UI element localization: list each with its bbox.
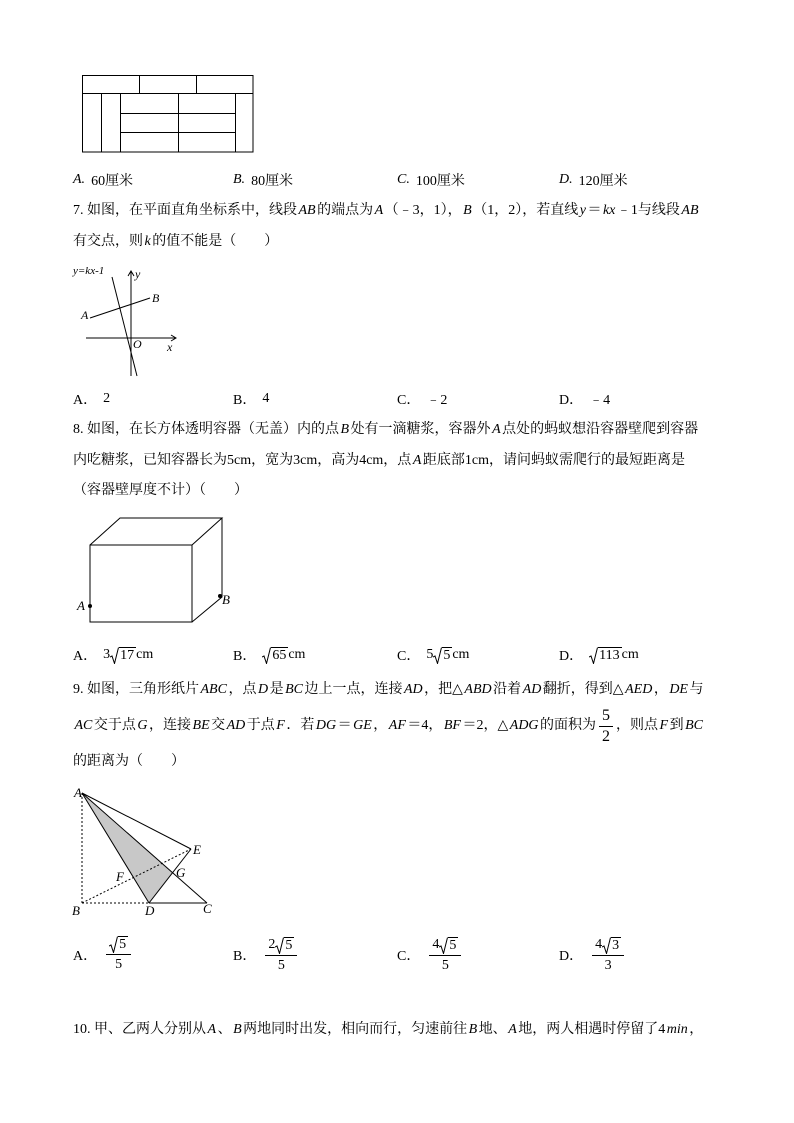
option-coefficient: 5 — [426, 647, 434, 662]
text-run: 两地同时出发，相向而行，匀速前往 — [243, 1022, 468, 1037]
text-run: 距底部1cm，请问蚂蚁需爬行的最短距离是 — [422, 453, 685, 468]
math-symbol: DG — [315, 718, 337, 733]
numerator: 5 — [599, 707, 613, 727]
math-symbol: kx — [602, 203, 616, 218]
radicand: 5 — [119, 937, 127, 952]
text-run: 交于点 — [93, 718, 136, 733]
text-run: 的距离为（ ） — [73, 754, 185, 769]
text-run: 到 — [669, 718, 684, 733]
q9-option-d — [559, 936, 627, 973]
text-run: ， — [653, 682, 668, 697]
square-root — [275, 937, 294, 954]
denominator: 2 — [602, 727, 611, 745]
fraction — [592, 936, 624, 975]
text-run: 有交点，则 — [73, 234, 143, 249]
q9-line-3 — [73, 752, 185, 772]
text-run: 于点 — [246, 718, 275, 733]
figure-strokes — [90, 518, 222, 622]
text-run: ＝2，△ — [462, 718, 509, 733]
radical-sign-icon — [602, 937, 611, 954]
square-root — [109, 936, 128, 953]
square-root — [433, 647, 452, 664]
square-root — [602, 937, 621, 954]
math-symbol: ABD — [464, 682, 492, 697]
option-letter: A． — [73, 393, 98, 408]
math-symbol: AC — [74, 718, 93, 733]
radical-sign-icon — [109, 936, 118, 953]
point-a — [88, 604, 92, 608]
text-run: 10. 甲、乙两人分别从 — [73, 1022, 206, 1037]
math-symbol: A — [508, 1022, 517, 1037]
q9-line-2 — [73, 706, 705, 745]
origin-label: O — [133, 337, 142, 351]
text-run: （容器壁厚度不计）（ ） — [73, 483, 248, 498]
text-run: 的端点为 — [317, 203, 374, 218]
shaded-triangle-adg — [82, 793, 173, 903]
math-symbol: A — [492, 422, 501, 437]
text-run: 边上一点，连接 — [304, 682, 403, 697]
math-symbol: F — [276, 718, 285, 733]
radicand: 5 — [285, 937, 293, 953]
q7-option-b — [233, 389, 269, 409]
point-f-label: F — [116, 869, 124, 884]
radicand: 65 — [272, 647, 287, 663]
radical-sign-icon — [262, 647, 271, 664]
q9-option-b — [233, 936, 300, 973]
math-symbol: D — [257, 682, 269, 697]
denominator: 5 — [115, 957, 123, 972]
fraction — [429, 936, 461, 975]
square-root — [589, 647, 621, 664]
fraction — [106, 936, 131, 974]
q6-option-d — [559, 170, 628, 190]
denominator: 5 — [441, 957, 449, 973]
text-run: ，把△ — [424, 682, 463, 697]
numerator — [429, 936, 461, 956]
math-symbol: ABC — [200, 682, 227, 697]
math-symbol: BF — [443, 718, 461, 733]
text-run: ，点 — [228, 682, 257, 697]
point-b-label: B — [152, 291, 160, 305]
q8-option-c — [397, 645, 469, 665]
q10-line-1 — [73, 1020, 703, 1040]
math-symbol: AB — [298, 203, 316, 218]
q9-line-2-text-before — [73, 716, 596, 736]
point-a-label: A — [81, 308, 89, 322]
math-symbol: B — [340, 422, 350, 437]
text-run: 7. 如图，在平面直角坐标系中，线段 — [73, 203, 297, 218]
option-letter: B． — [233, 393, 257, 408]
q9-line-2-text-after — [616, 716, 704, 736]
text-run: 、 — [217, 1022, 232, 1037]
q8-line-3 — [73, 481, 248, 501]
option-unit: cm — [452, 647, 470, 662]
radicand: 17 — [120, 647, 135, 663]
point-c-label: C — [203, 901, 212, 916]
text-run: ．若 — [286, 718, 315, 733]
q8-line-2 — [73, 451, 685, 471]
point-g-label: G — [176, 865, 186, 880]
line-label: y=kx-1 — [73, 265, 105, 277]
q8-line-1 — [73, 420, 698, 440]
option-letter: A． — [73, 949, 98, 964]
option-value: 4 — [262, 391, 270, 406]
math-symbol: BC — [685, 718, 703, 733]
q6-option-c — [397, 170, 465, 190]
math-symbol: BE — [192, 718, 210, 733]
option-letter: C． — [397, 949, 421, 964]
math-symbol: G — [137, 718, 148, 733]
math-symbol: B — [463, 203, 472, 218]
q7-line-2 — [73, 232, 278, 252]
text-run: 点处的蚂蚁想沿容器壁爬到容器 — [502, 422, 699, 437]
square-root — [110, 647, 136, 664]
q7-coordinate-figure — [70, 262, 182, 380]
radical-sign-icon — [110, 647, 119, 664]
area-fraction — [599, 707, 613, 746]
line-y-kx-minus-1 — [112, 277, 137, 376]
numerator — [592, 936, 624, 956]
option-unit: cm — [288, 647, 306, 662]
coefficient: 4 — [595, 936, 603, 952]
math-symbol: F — [659, 718, 669, 733]
math-symbol: AED — [625, 682, 653, 697]
math-symbol: B — [233, 1022, 242, 1037]
math-symbol: BC — [285, 682, 303, 697]
option-letter: A． — [73, 649, 98, 664]
text-run: 地、 — [478, 1022, 507, 1037]
math-symbol: k — [144, 234, 151, 249]
option-unit: cm — [621, 647, 639, 662]
text-run: 翻折，得到△ — [542, 682, 624, 697]
math-symbol: DE — [669, 682, 688, 697]
option-letter: D． — [559, 649, 584, 664]
fraction — [265, 936, 297, 975]
figure-strokes — [83, 76, 254, 153]
radical-sign-icon — [589, 647, 598, 664]
q6-option-b — [233, 170, 293, 190]
q8-box-figure — [70, 512, 236, 628]
q9-option-c — [397, 936, 464, 973]
q6-option-a — [73, 170, 133, 190]
text-run: ＝ — [587, 203, 602, 218]
text-run: 8. 如图，在长方体透明容器（无盖）内的点 — [73, 422, 339, 437]
option-text: 120厘米 — [578, 174, 628, 189]
option-coefficient: 3 — [103, 647, 111, 662]
math-symbol: A — [207, 1022, 217, 1037]
q8-option-b — [233, 645, 305, 665]
math-symbol: AD — [226, 718, 246, 733]
text-run: 处有一滴糖浆，容器外 — [350, 422, 491, 437]
math-symbol: AD — [522, 682, 542, 697]
q9-line-1 — [73, 680, 703, 700]
coefficient: 4 — [432, 936, 440, 952]
q9-triangle-figure — [66, 782, 216, 920]
option-letter: A. — [73, 172, 86, 187]
text-run: 与 — [689, 682, 704, 697]
math-symbol: AD — [403, 682, 423, 697]
radicand: 113 — [599, 647, 620, 663]
option-value: ﹣4 — [589, 393, 611, 408]
text-run: ﹣1与线段 — [616, 203, 680, 218]
box-front-face — [90, 545, 192, 622]
text-run: ＝ — [337, 718, 352, 733]
option-letter: C． — [397, 649, 421, 664]
text-run: ，则点 — [616, 718, 659, 733]
q9-option-a — [73, 937, 134, 972]
radicand: 3 — [612, 937, 620, 953]
point-b-label: B — [222, 592, 230, 607]
text-run: ，连接 — [149, 718, 192, 733]
point-a-label: A — [74, 785, 82, 800]
option-letter: B. — [233, 172, 246, 187]
point-d-label: D — [145, 903, 155, 918]
coefficient: 2 — [268, 936, 276, 952]
point-b-label: B — [72, 903, 80, 918]
denominator: 5 — [277, 957, 285, 973]
option-letter: B． — [233, 649, 257, 664]
math-symbol: A — [374, 203, 384, 218]
text-run: 是 — [269, 682, 284, 697]
option-letter: C． — [397, 393, 421, 408]
q7-option-c — [397, 389, 447, 409]
text-run: 的值不能是（ ） — [152, 234, 279, 249]
q7-option-d — [559, 389, 610, 409]
math-symbol: AB — [681, 203, 699, 218]
q8-option-a — [73, 645, 153, 665]
numerator — [265, 936, 297, 956]
text-run: ， — [689, 1022, 704, 1037]
radicand: 5 — [449, 937, 457, 953]
math-symbol: y — [579, 203, 586, 218]
figure-strokes — [86, 271, 176, 376]
text-run: 交 — [211, 718, 226, 733]
y-axis-label: y — [135, 267, 141, 281]
q6-figure-stacked-boxes — [80, 73, 256, 155]
text-run: 内吃糖浆，已知容器长为5cm，宽为3cm，高为4cm，点 — [73, 453, 412, 468]
option-text: 60厘米 — [91, 174, 134, 189]
option-text: 80厘米 — [251, 174, 294, 189]
box-right-face — [192, 518, 222, 622]
option-value: 2 — [103, 391, 111, 406]
text-run: ， — [373, 718, 388, 733]
option-letter: B． — [233, 949, 257, 964]
text-run: （1，2），若直线 — [473, 203, 579, 218]
q7-line-1 — [73, 201, 700, 221]
option-letter: D． — [559, 393, 584, 408]
option-letter: D. — [559, 172, 573, 187]
math-symbol: B — [468, 1022, 478, 1037]
point-a-label: A — [77, 598, 85, 613]
option-letter: C. — [397, 172, 410, 187]
radical-sign-icon — [439, 937, 448, 954]
square-root — [262, 647, 288, 664]
math-symbol: ADG — [509, 718, 539, 733]
segment-ab — [90, 298, 150, 318]
math-symbol: AF — [388, 718, 406, 733]
text-run: 9. 如图，三角形纸片 — [73, 682, 199, 697]
point-e-label: E — [193, 842, 201, 857]
option-unit: cm — [136, 647, 154, 662]
text-run: 地，两人相遇时停留了4 — [518, 1022, 666, 1037]
text-run: ＝4， — [407, 718, 443, 733]
x-axis-label: x — [167, 340, 173, 354]
math-symbol: GE — [353, 718, 372, 733]
math-symbol: min — [666, 1022, 688, 1037]
radical-sign-icon — [275, 937, 284, 954]
radicand: 5 — [443, 647, 451, 663]
option-value: ﹣2 — [426, 393, 448, 408]
denominator: 3 — [604, 957, 612, 973]
option-letter: D． — [559, 949, 584, 964]
numerator — [106, 936, 131, 955]
text-run: 沿着 — [493, 682, 522, 697]
text-run: 的面积为 — [540, 718, 597, 733]
box-top-face — [90, 518, 222, 545]
radical-sign-icon — [433, 647, 442, 664]
square-root — [439, 937, 458, 954]
option-text: 100厘米 — [415, 174, 465, 189]
math-symbol: A — [412, 453, 422, 468]
text-run: （﹣3，1）， — [384, 203, 462, 218]
q7-option-a — [73, 389, 110, 409]
q8-option-d — [559, 645, 639, 665]
